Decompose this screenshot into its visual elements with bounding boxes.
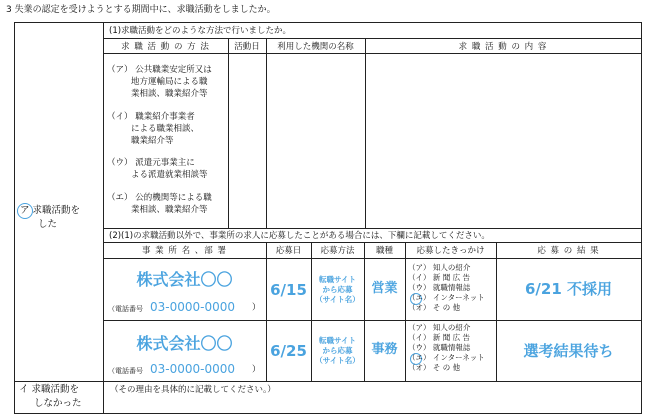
question-2: (2)(1)の求職活動以外で、事業所の求人に応募したことがある場合には、下欄に記載してください。 [109, 231, 490, 241]
row2-trigger-a: （ア） 知人の紹介 [408, 323, 471, 332]
row2-phone-close: ） [252, 365, 261, 375]
row1-job: 営業 [371, 281, 398, 296]
row2-trigger-o: （オ） そ の 他 [408, 363, 461, 372]
row2-company: 株式会社〇〇 [136, 334, 233, 353]
method-a-line-1: （ア） 公共職業安定所又は [107, 65, 212, 75]
header-company: 事 業 所 名 、部 署 [141, 246, 227, 256]
row1-phone: 03-0000-0000 [150, 300, 236, 314]
row1-method-2: から応募 [322, 285, 353, 294]
row1-phone-label: （電話番号 [108, 305, 143, 313]
method-e-line-2: 業相談、職業紹介等 [131, 205, 208, 215]
row1-company: 株式会社〇〇 [136, 270, 233, 289]
section-b-label: イ 求職活動を [19, 384, 80, 395]
row1-trigger-o: （オ） そ の 他 [408, 303, 461, 312]
row2-phone-label: （電話番号 [108, 367, 143, 375]
section-a-label: ア 求職活動を [20, 205, 81, 216]
row1-date: 6/15 [270, 281, 307, 299]
row2-job: 事務 [371, 342, 398, 357]
row2-method-2: から応募 [322, 346, 353, 355]
row2-trigger-u: （ウ） 就職情報誌 [408, 343, 471, 352]
method-a-line-2: 地方運輸局による職 [131, 77, 208, 87]
row2-trigger-e: （エ） インターネット [408, 353, 485, 362]
form-title: 3 失業の認定を受けようとする期間中に、求職活動をしましたか。 [6, 5, 276, 15]
row1-trigger-a: （ア） 知人の紹介 [408, 263, 471, 272]
method-i-line-3: 職業紹介等 [131, 136, 174, 146]
row2-trigger-i: （イ） 新 聞 広 告 [408, 333, 471, 342]
row1-trigger-i: （イ） 新 聞 広 告 [408, 273, 471, 282]
row2-phone: 03-0000-0000 [150, 362, 236, 376]
row1-trigger-e: （エ） インターネット [408, 293, 485, 302]
row1-phone-close: ） [252, 303, 261, 313]
method-e-line-1: （エ） 公的機関等による職 [107, 193, 212, 203]
section-b-note: （その理由を具体的に記載してください。） [110, 385, 276, 395]
header-apply-date: 応募日 [275, 246, 302, 256]
header-activity-content: 求 職 活 動 の 内 容 [458, 42, 548, 52]
row2-method-3: （サイト名） [315, 356, 360, 365]
row1-method-3: （サイト名） [315, 295, 360, 304]
method-u-line-2: よる派遣就業相談等 [131, 170, 208, 180]
method-i-line-2: による職業相談、 [131, 124, 200, 134]
method-a-line-3: 業相談、職業紹介等 [131, 89, 208, 99]
header-method: 求 職 活 動 の 方 法 [121, 42, 210, 52]
row2-date: 6/25 [270, 342, 307, 360]
method-i-line-1: （イ） 職業紹介事業者 [107, 112, 195, 122]
row2-result: 選考結果待ち [523, 342, 614, 360]
header-activity-date: 活動日 [234, 42, 260, 52]
row1-trigger-u: （ウ） 就職情報誌 [408, 283, 471, 292]
header-trigger: 応募したきっかけ [416, 246, 485, 256]
row1-result: 6/21 不採用 [524, 280, 612, 298]
header-job-type: 職種 [375, 246, 393, 256]
header-apply-method: 応募方法 [320, 246, 355, 256]
header-institution-name: 利用した機関の名称 [277, 42, 354, 52]
question-1: (1)求職活動をどのような方法で行いましたか。 [109, 26, 292, 36]
method-u-line-1: （ウ） 派遣元事業主に [107, 158, 195, 168]
row2-method-1: 転職サイト [319, 336, 356, 345]
section-a-label-2: した [38, 219, 58, 230]
header-result: 応 募 の 結 果 [537, 246, 600, 256]
section-b-label-2: しなかった [34, 398, 82, 409]
row1-method-1: 転職サイト [319, 275, 356, 284]
